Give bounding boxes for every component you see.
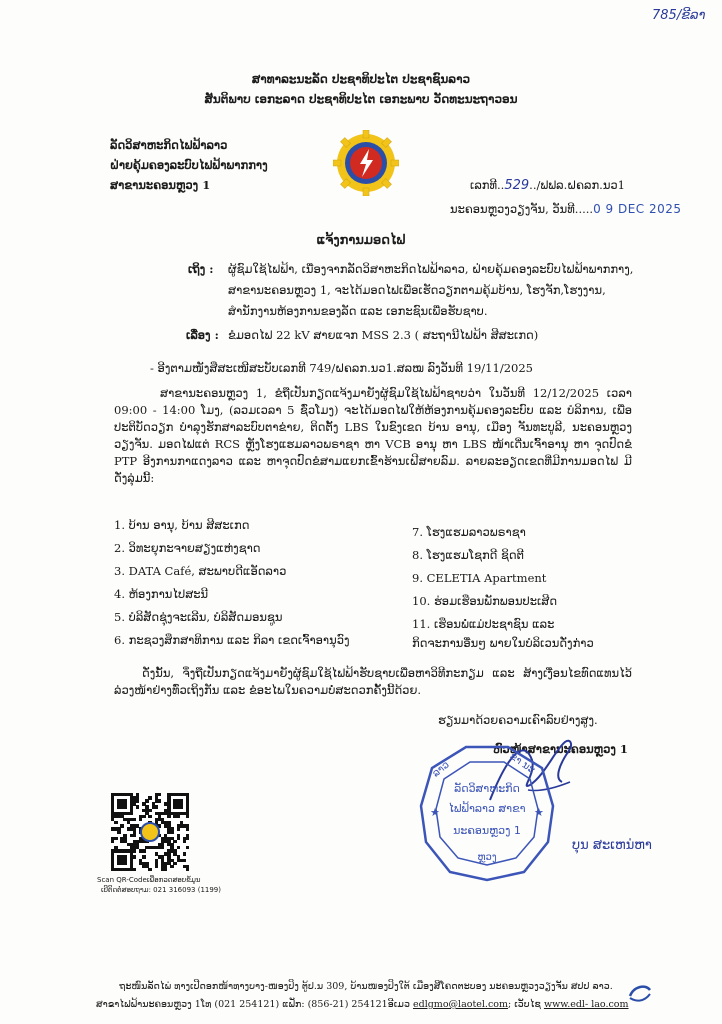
list-item: 1. ບ້ານ ອານຸ, ບ້ານ ສີສະເກດ — [114, 518, 250, 532]
list-item: 6. ກະຊວງສຶກສາທິການ ແລະ ກິລາ ເຂດເຈົ້າອານຸວົງ — [114, 633, 350, 647]
qr-module — [180, 805, 183, 808]
qr-module — [170, 830, 173, 833]
footer-address: ຖະໜົນລັດໄພ່ ທາງເປີດອກໜ້າທາງບາງ-ໜອງປິງ ຕູ້ປ.ນ 309, ບ້ານໜອງປິງໃຕ້ ເມືອງສີໂຄດຕະບອງ ນະຄອນຫຼວງວຽງຈັນ ສປປ ລາວ. — [119, 981, 613, 992]
list-item: 11. ເຮືອນພໍ່ແມ່ປະຊາຊົນ ແລະ — [412, 617, 555, 631]
qr-module — [155, 805, 158, 808]
header-republic: ສາທາລະນະລັດ ປະຊາທິປະໄຕ ປະຊາຊົນລາວ — [251, 72, 471, 86]
stamp-arc-left: ລາວ — [430, 759, 452, 780]
footer-website-link[interactable]: www.edl- lao.com — [543, 999, 629, 1010]
signatory-title: ຫົວໜ້າສາຂານະຄອນຫຼວງ 1 — [493, 742, 628, 756]
subject-label: ເລື່ອງ : — [186, 328, 219, 342]
qr-module — [177, 846, 180, 849]
qr-caption-2: ເບີຕິດຕໍ່ສອບຖາມ: 021 316093 (1199) — [101, 886, 221, 894]
footer-website-label: ; ເວັບໄຊ — [508, 999, 541, 1010]
qr-module — [155, 865, 158, 868]
qr-module — [186, 827, 189, 830]
document-title: ແຈ້ງການມອດໄຟ — [316, 233, 406, 248]
stamp-top-text: ລັດວິສາຫະກິດ — [454, 782, 520, 795]
footer-email-link[interactable]: edlgmo@laotel.com — [412, 999, 509, 1010]
qr-logo-icon — [140, 822, 160, 842]
qr-module — [145, 799, 148, 802]
areas-list-right — [412, 525, 594, 650]
qr-module — [148, 796, 151, 799]
org-line-3: ສາຂານະຄອນຫຼວງ 1 — [110, 178, 211, 192]
qr-module — [142, 855, 145, 858]
stamp-mid-text-1: ໄຟຟ້າລາວ ສາຂາ — [448, 802, 526, 815]
qr-module — [170, 865, 173, 868]
qr-module — [123, 805, 126, 808]
qr-module — [186, 868, 189, 871]
qr-module — [133, 834, 136, 837]
list-item: 9. CELETIA Apartment — [412, 571, 547, 585]
qr-module — [117, 830, 120, 833]
qr-module — [186, 846, 189, 849]
official-stamp — [418, 744, 556, 882]
qr-module — [186, 837, 189, 840]
list-item: 7. ໂຮງແຮມລາວພຣາຊາ — [412, 525, 526, 539]
list-item: 5. ບໍລິສັດຊຸ່ງຈະເລີນ, ບໍລິສັດມອນຊູນ — [114, 610, 283, 624]
stamp-star-left: ★ — [430, 806, 440, 819]
ref-prefix: ເລກທີ — [470, 178, 498, 192]
qr-module — [158, 793, 161, 796]
qr-module — [183, 859, 186, 862]
stamp-star-right: ★ — [534, 806, 544, 819]
qr-module — [139, 818, 142, 821]
list-item: 4. ຫ້ອງການໄປສະນີ — [114, 587, 209, 601]
qr-module — [130, 812, 133, 815]
to-label: ເຖິງ : — [188, 262, 214, 276]
areas-list-left — [114, 518, 350, 647]
qr-module — [142, 849, 145, 852]
to-line-2: ສາຂານະຄອນຫຼວງ 1, ຈະໄດ້ມອດໄຟເພື່ອເຮັດວຽກຕາມຄຸ້ມບ້ານ, ໂຮງຈັກ,ໂຮງງານ, — [228, 283, 606, 297]
ref-date-line: ນະຄອນຫຼວງວຽງຈັນ, ວັນທີ.....0 9 DEC 2025 — [450, 202, 682, 216]
stamp-arc-right: ຂາ ນະ — [507, 750, 537, 777]
org-line-1: ລັດວິສາຫະກິດໄຟຟ້າລາວ — [110, 138, 228, 152]
body-paragraph-1: ສາຂານະຄອນຫຼວງ 1, ຂໍຖືເປັນກຽດແຈ້ງມາຍັງຜູ້ຊົມໃຊ້ໄຟຟ້າຊາບວ່າ ໃນວັນທີ 12/12/2025 ເວລາ 09:00 - 14:00 ໂມງ, (ລວມເວລາ 5 ຊົ່ວໂມງ) ຈະໄດ້ມອດໄຟໃຫ້ຫ້ອງການຄຸ້ມຄອງລະບົບ ແລະ ບໍລິການ, ເພື່ອປະຕິບັດວຽກ ບຳລຸງຮັກສາລະບົບຕາຂ່າຍ, ຕິດຕັ້ງ LBS ໃນຂົງເຂດ ບ້ານ ອານຸ, ເມືອງ ຈັນທະບູລີ, ນະຄອນຫຼວງວຽງຈັນ. ມອດໄຟແຕ່ RCS ຫຼັງໂຮງແຮມລາວພຣາຊາ ຫາ VCB ອານຸ ຫາ LBS ໜ້າເດີ່ນເຈົ້າອານຸ ຫາ ຈຸດປົດຂໍ PTP ອີງການກາແດງລາວ ແລະ ຫາຈຸດປົດຂໍສາມແຍກເຂົ້າຮ້ານເຝີສາຍລົມ. ລາຍລະອຽດເຂດທີ່ມີການມອດໄຟ ມີດັ່ງລຸ່ມນີ້: — [114, 386, 632, 485]
qr-module — [133, 849, 136, 852]
qr-module — [164, 868, 167, 871]
subject-text: ຂໍມອດໄຟ 22 kV ສາຍແຈກ MSS 2.3 ( ສະຖານີໄຟຟ້າ ສີສະເກດ) — [228, 328, 539, 342]
to-line-1: ຜູ້ຊົມໃຊ້ໄຟຟ້າ, ເນື່ອງຈາກລັດວິສາຫະກິດໄຟຟ້າລາວ, ຝ່າຍຄຸ້ມຄອງລະບົບໄຟຟ້າພາກກາງ, — [228, 262, 634, 276]
qr-module — [123, 862, 126, 865]
qr-module — [183, 840, 186, 843]
qr-module — [177, 837, 180, 840]
stamp-bottom-text: ຫຼວງ — [477, 852, 497, 863]
qr-module — [133, 868, 136, 871]
ref-place: ນະຄອນຫຼວງວຽງຈັນ, ວັນທີ — [450, 202, 575, 216]
qr-module — [158, 799, 161, 802]
body-paragraph-2: ດັ່ງນັ້ນ, ຈຶ່ງຖືເປັນກຽດແຈ້ງມາຍັງຜູ້ຊົມໃຊ້ໄຟຟ້າຮັບຊາບເພື່ອຫາວິທີກະກຽມ ແລະ ສ້າງເງື່ອນໄຂທົດແທນໄວ້ລ່ວງໜ້າຢ່າງທົ່ວເຖິງກັນ ແລະ ຂໍອະໄພໃນຄວາມບໍ່ສະດວກຄັ້ງນີ້ດ້ວຍ. — [114, 666, 632, 697]
qr-module — [114, 821, 117, 824]
qr-module — [173, 862, 176, 865]
qr-module — [133, 855, 136, 858]
qr-module — [177, 815, 180, 818]
qr-module — [186, 815, 189, 818]
ref-suffix: /ຟຟລ.ຝຄລກ.ນວ1 — [536, 178, 625, 192]
qr-caption-1: Scan QR-Codeເພື່ອກວດສອບຂໍ້ມູນ — [97, 876, 201, 884]
qr-module — [120, 824, 123, 827]
footer-phone: ສາຂາໄຟຟ້ານະຄອນຫຼວງ 1ໂທ (021 254121) ແຟັກ: (856-21) 254121ອີເມວ — [96, 999, 410, 1010]
qr-module — [183, 852, 186, 855]
qr-module — [133, 818, 136, 821]
footer-contact — [96, 998, 629, 1012]
reference-line: - ອີງຕາມໜັງສືສະເໜີສະບັບເລກທີ 749/ຝຄລກ.ນວ1.ສລໝ ລົງວັນທີ 19/11/2025 — [150, 361, 533, 375]
list-item: 2. ວິທະຍຸກະຈາຍສຽງແຫ່ງຊາດ — [114, 541, 261, 555]
qr-module — [136, 805, 139, 808]
qr-module — [161, 846, 164, 849]
qr-module — [114, 837, 117, 840]
qr-module — [148, 809, 151, 812]
qr-module — [177, 827, 180, 830]
edl-logo-icon — [333, 130, 399, 196]
org-line-2: ຝ່າຍຄຸ້ມຄອງລະບົບໄຟຟ້າພາກກາງ — [110, 158, 268, 172]
list-item: 3. DATA Café, ສະພາບດີແອັດລາວ — [114, 564, 287, 578]
qr-module — [173, 840, 176, 843]
qr-module — [136, 799, 139, 802]
signatory-name: ບຸນ ສະເຫນ່ຫາ — [572, 838, 652, 853]
footer-logo-icon — [626, 978, 654, 1006]
list-item: 10. ຮ່ອມເຮືອນພັກພອນປະເສີດ — [412, 594, 558, 608]
qr-module — [142, 815, 145, 818]
date-stamp: 0 9 DEC 2025 — [593, 202, 682, 216]
corner-handwritten-note: 785/ຂີລາ — [652, 8, 706, 23]
ref-number-handwritten: 529 — [504, 178, 530, 193]
header-motto: ສັນຕິພາບ ເອກະລາດ ປະຊາທິປະໄຕ ເອກະພາບ ວັດທະນະຖາວອນ — [204, 92, 518, 106]
qr-module — [148, 868, 151, 871]
stamp-mid-text-2: ນະຄອນຫຼວງ 1 — [453, 824, 521, 837]
qr-module — [148, 815, 151, 818]
closing-line: ຮຽນມາດ້ວຍຄວາມເຄົາລົບຢ່າງສູງ. — [438, 713, 598, 727]
ref-number-line: ເລກທີ..529../ຟຟລ.ຝຄລກ.ນວ1 — [470, 178, 625, 193]
list-item: ກິດຈະການອື່ນໆ ພາຍໃນບໍລິເວນດັ່ງກ່າວ — [412, 636, 594, 650]
qr-module — [111, 840, 114, 843]
list-item: 8. ໂຮງແຮມໂຊກດີ ຊິດຕີ — [412, 548, 524, 562]
to-line-3: ສຳນັກງານຫ້ອງການຂອງລັດ ແລະ ເອກະຊົນເພື່ອຮັບຊາບ. — [228, 304, 488, 318]
qr-module — [167, 815, 170, 818]
